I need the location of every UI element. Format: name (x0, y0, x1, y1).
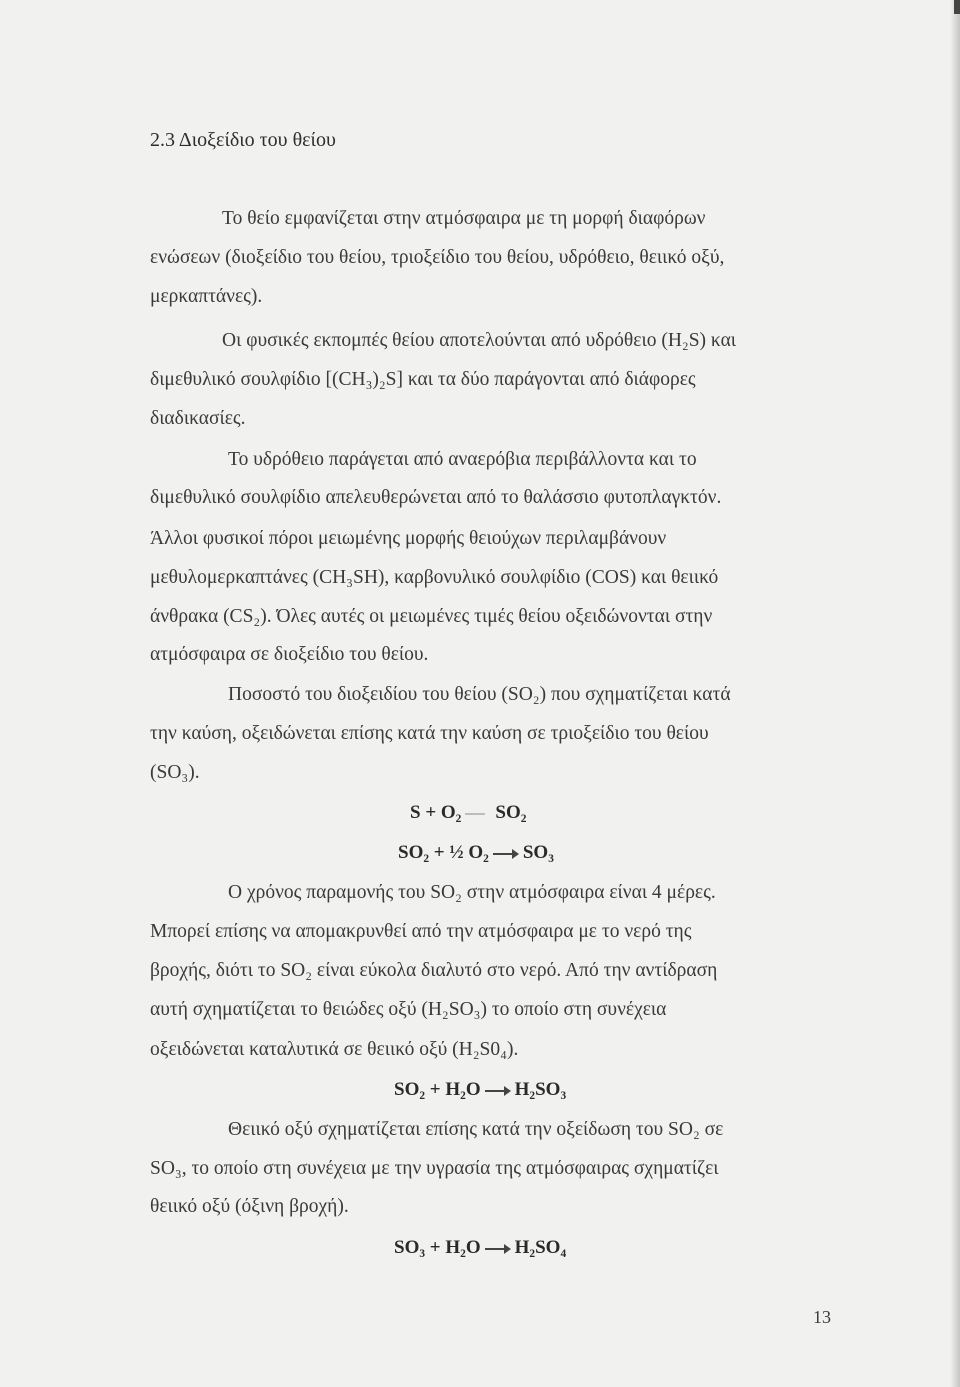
paragraph-line: Ποσοστό του διοξειδίου του θείου (SO₂) που σχηματίζεται κατά (228, 684, 731, 705)
reaction-arrow-icon (493, 849, 519, 859)
equation-1 (410, 801, 526, 825)
paragraph-line: Το θείο εμφανίζεται στην ατμόσφαιρα με τη μορφή διαφόρων (222, 208, 706, 229)
equation-2 (398, 841, 554, 865)
paragraph-line: διμεθυλικό σουλφίδιο απελευθερώνεται από το θαλάσσιο φυτοπλαγκτόν. (150, 487, 722, 508)
paragraph-line: διμεθυλικό σουλφίδιο [(CH₃)₂S] και τα δύο παράγονται από διάφορες (150, 369, 696, 390)
equation-4-reactants: SO₃ + H₂O (394, 1237, 481, 1258)
equation-1-reactants: S + O₂ (410, 802, 462, 823)
reaction-arrow-icon (485, 1086, 511, 1096)
paragraph-line: (SO₃). (150, 762, 200, 783)
section-heading: 2.3 Διοξείδιο του θείου (150, 129, 336, 151)
equation-2-product: SO₃ (522, 842, 554, 863)
paragraph-line: ενώσεων (διοξείδιο του θείου, τριοξείδιο του θείου, υδρόθειο, θειικό οξύ, (150, 247, 725, 268)
paragraph-line: Θειικό οξύ σχηματίζεται επίσης κατά την οξείδωση του SO₂ σε (228, 1119, 724, 1140)
scan-edge-shadow (950, 0, 960, 1387)
reaction-arrow-icon (485, 1244, 511, 1254)
paragraph-line: μερκαπτάνες). (150, 286, 263, 307)
paragraph-line: άνθρακα (CS₂). Όλες αυτές οι μειωμένες τιμές θείου οξειδώνονται στην (150, 606, 713, 627)
equation-4-product: H₂SO₄ (514, 1237, 567, 1258)
paragraph-line: Ο χρόνος παραμονής του SO₂ στην ατμόσφαιρα είναι 4 μέρες. (228, 882, 716, 903)
paragraph-line: βροχής, διότι το SO₂ είναι εύκολα διαλυτό στο νερό. Από την αντίδραση (150, 960, 718, 981)
paragraph-line: οξειδώνεται καταλυτικά σε θειικό οξύ (H₂S0₄). (150, 1039, 519, 1060)
equation-3-product: H₂SO₃ (514, 1079, 567, 1100)
paragraph-line: την καύση, οξειδώνεται επίσης κατά την καύση σε τριοξείδιο του θείου (150, 723, 709, 744)
paragraph-line: μεθυλομερκαπτάνες (CH₃SH), καρβονυλικό σουλφίδιο (COS) και θειικό (150, 567, 719, 588)
paragraph-line: θειικό οξύ (όξινη βροχή). (150, 1196, 349, 1217)
scan-corner-mark (954, 0, 960, 14)
equation-1-product: SO₂ (495, 802, 527, 823)
equation-4 (394, 1236, 566, 1260)
equation-2-reactants: SO₂ + ½ O₂ (398, 842, 489, 863)
equation-3-reactants: SO₂ + H₂O (394, 1079, 481, 1100)
paragraph-line: αυτή σχηματίζεται το θειώδες οξύ (H₂SO₃) το οποίο στη συνέχεια (150, 999, 667, 1020)
paragraph-line: Το υδρόθειο παράγεται από αναερόβια περιβάλλοντα και το (228, 449, 697, 470)
paragraph-line: Οι φυσικές εκπομπές θείου αποτελούνται από υδρόθειο (H₂S) και (222, 330, 737, 351)
paragraph-line: διαδικασίες. (150, 408, 246, 429)
paragraph-line: ατμόσφαιρα σε διοξείδιο του θείου. (150, 644, 429, 665)
paragraph-line: Μπορεί επίσης να απομακρυνθεί από την ατμόσφαιρα με το νερό της (150, 921, 692, 942)
equation-3 (394, 1078, 566, 1102)
reaction-arrow-icon (465, 809, 491, 819)
paragraph-line: SO₃, το οποίο στη συνέχεια με την υγρασία της ατμόσφαιρας σχηματίζει (150, 1158, 719, 1179)
page-number: 13 (813, 1307, 831, 1327)
paragraph-line: Άλλοι φυσικοί πόροι μειωμένης μορφής θειούχων περιλαμβάνουν (150, 528, 667, 549)
